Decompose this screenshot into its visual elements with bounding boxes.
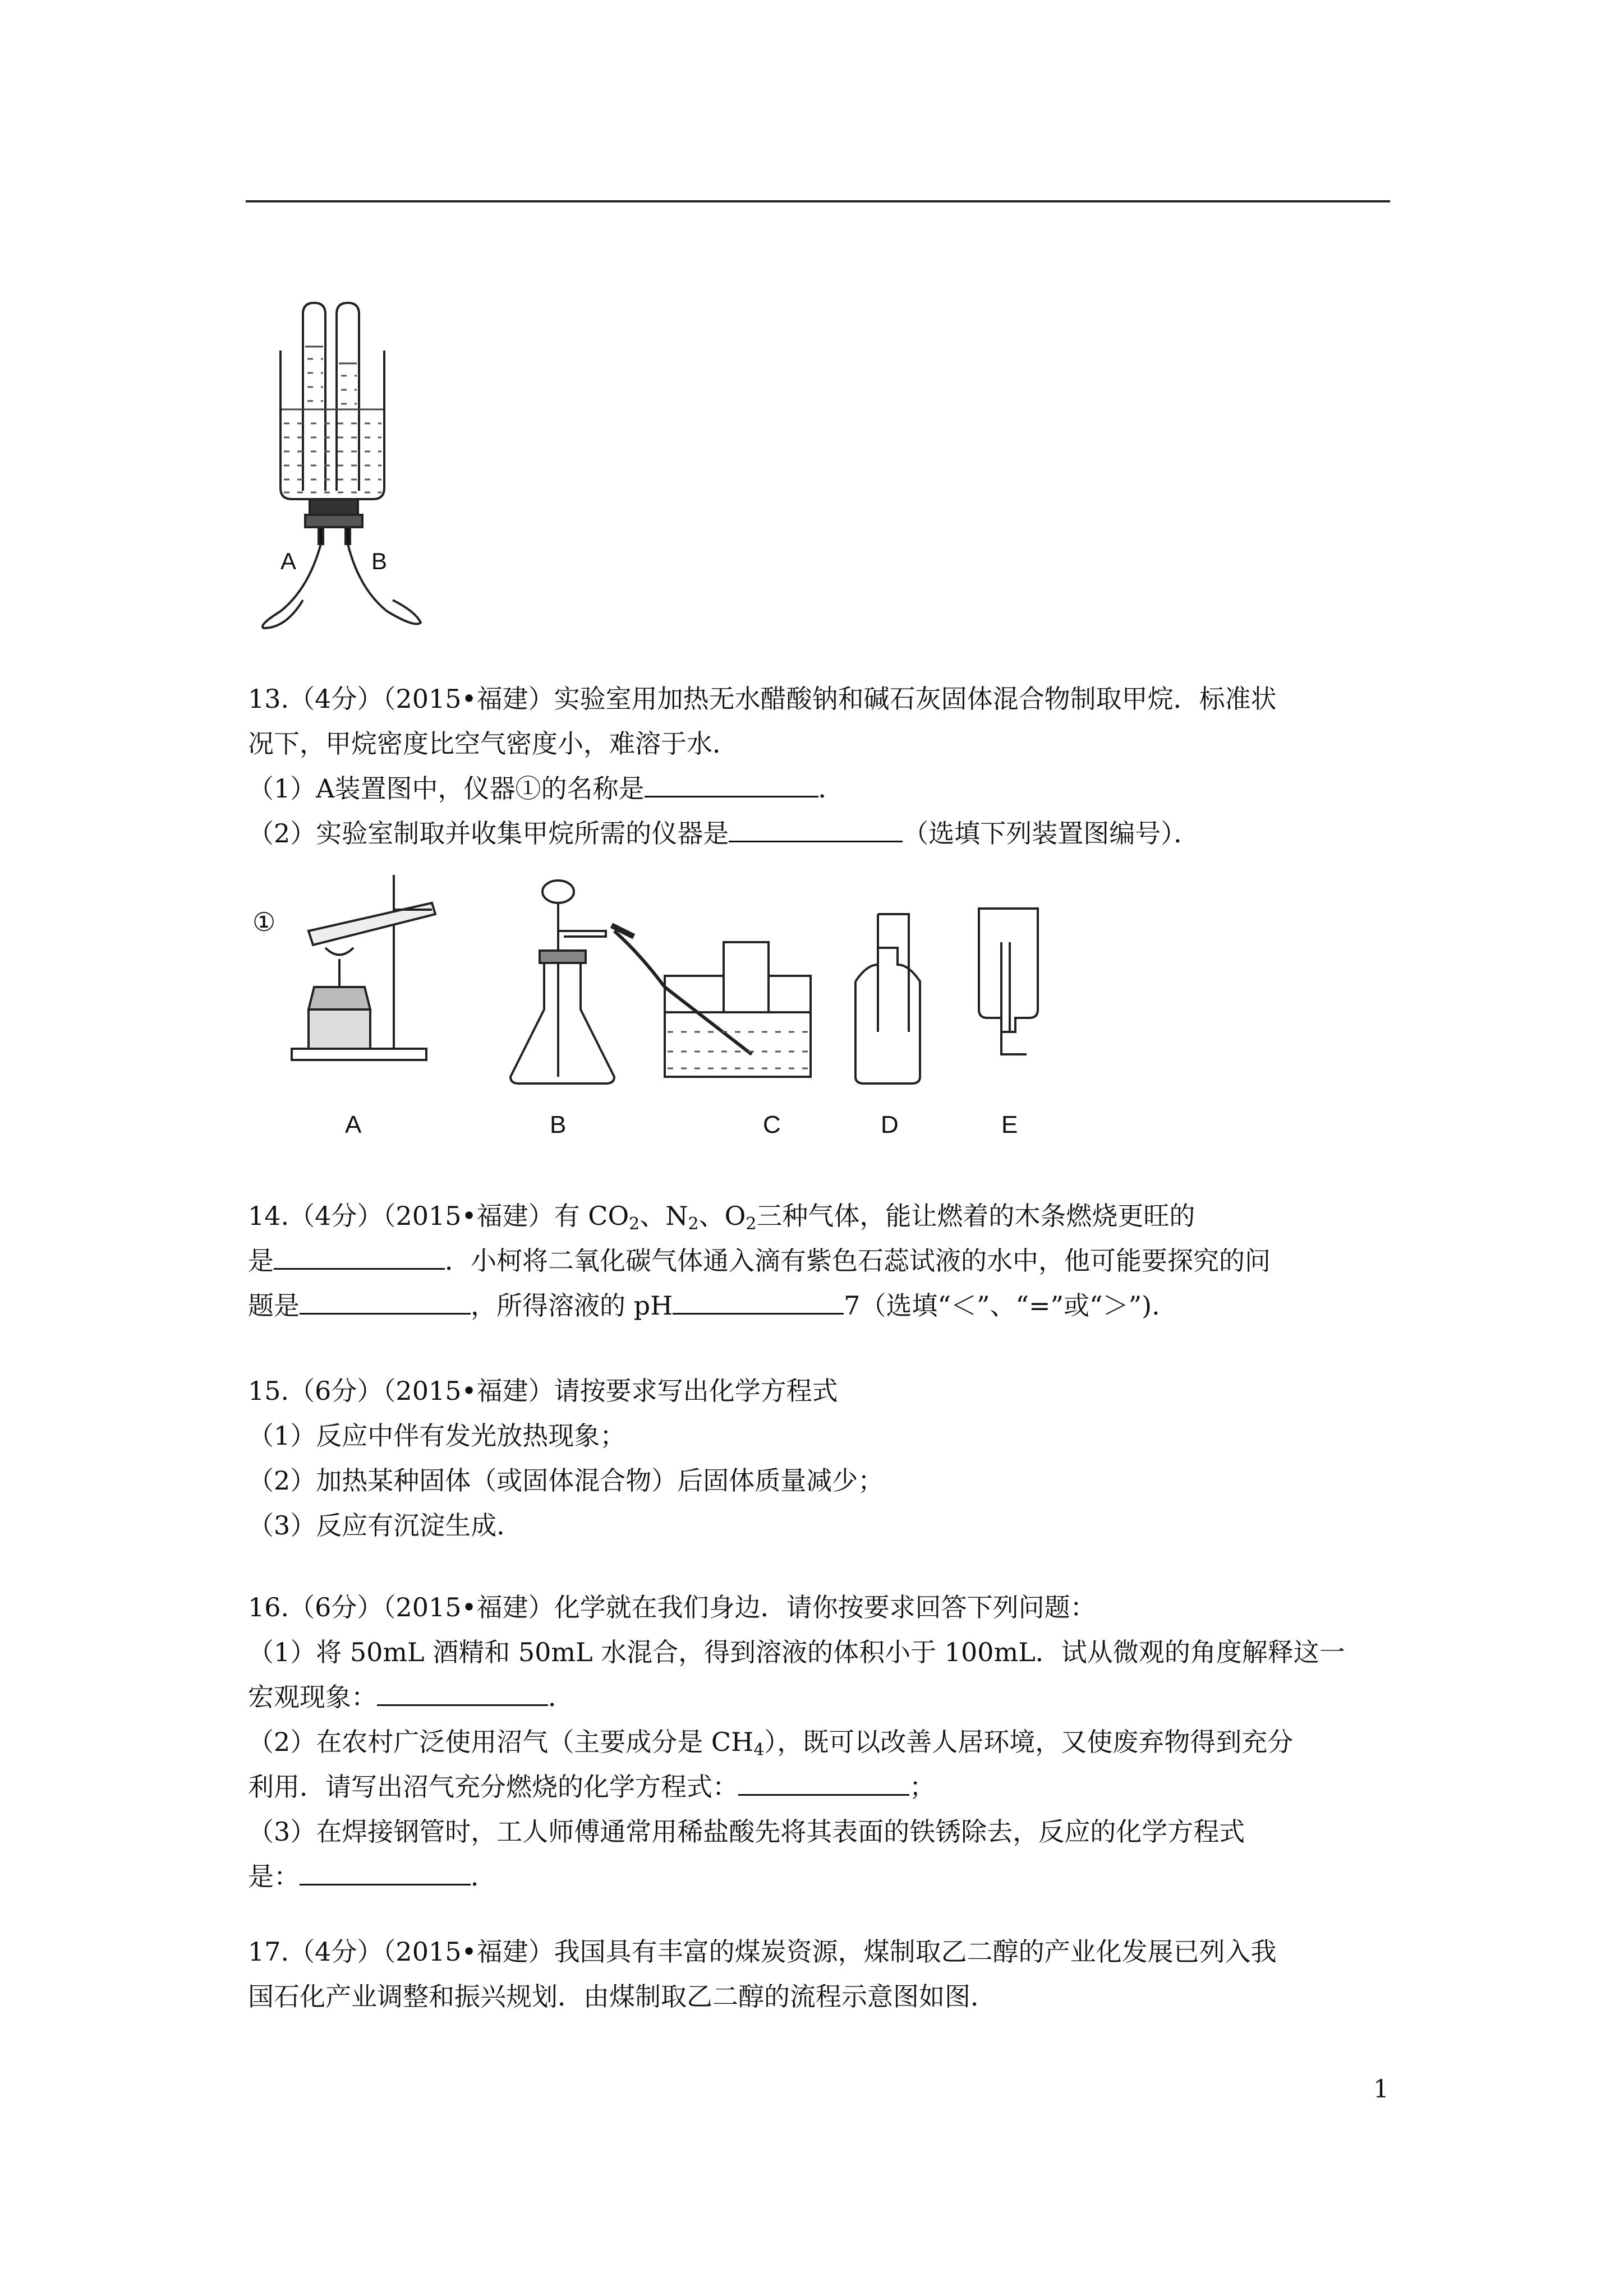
electrolysis-apparatus-figure — [247, 297, 449, 645]
answer-blank[interactable] — [645, 767, 818, 797]
q17-line2: 国石化产业调整和振兴规划．由煤制取乙二醇的流程示意图如图． — [248, 1981, 996, 2012]
q15-part3: （3）反应有沉淀生成． — [248, 1510, 523, 1541]
page-number: 1 — [1373, 2075, 1389, 2104]
q16-part2-line1: （2）在农村广泛使用沼气（主要成分是 $CH_4$），既可以改善人居环境，又使废弃物得到充分 — [248, 1727, 1294, 1760]
apparatus-label-e: E — [1001, 1111, 1018, 1138]
q15-part2: （2）加热某种固体（或固体混合物）后固体质量减少； — [248, 1465, 884, 1496]
q16-part3-line2: 是： ． — [248, 1854, 1392, 1899]
answer-blank[interactable] — [300, 1855, 471, 1885]
question-15 — [248, 1368, 1392, 1548]
answer-blank[interactable] — [274, 1239, 445, 1270]
q16-part2-line2: 利用．请写出沼气充分燃烧的化学方程式： ； — [248, 1764, 1392, 1809]
apparatus-label-d: D — [881, 1111, 899, 1138]
q15-head: 15.（6分）（2015•福建）请按要求写出化学方程式 — [248, 1376, 838, 1406]
question-17 — [248, 1929, 1392, 2019]
q15-part1: （1）反应中伴有发光放热现象； — [248, 1421, 626, 1451]
q14-line3: 题是 ，所得溶液的 pH 7（选填“＜”、“=”或“＞”). — [248, 1283, 1392, 1328]
apparatus-label-c: C — [763, 1111, 781, 1138]
apparatus-mark-1: ① — [252, 907, 276, 937]
q13-head-cont: 况下，甲烷密度比空气密度小，难溶于水． — [248, 729, 738, 759]
question-13 — [248, 676, 1392, 856]
q16-part1-line1: （1）将 50mL 酒精和 50mL 水混合，得到溶液的体积小于 100mL．试从微观的角度解释这一 — [248, 1637, 1345, 1667]
question-14 — [248, 1193, 1392, 1328]
question-16 — [248, 1585, 1392, 1899]
answer-blank[interactable] — [377, 1675, 548, 1706]
apparatus-label-a: A — [345, 1111, 362, 1138]
lab-apparatus-figure — [247, 864, 1122, 1161]
q17-line1: 17.（4分）（2015•福建）我国具有丰富的煤炭资源，煤制取乙二醇的产业化发展已列入我 — [248, 1937, 1277, 1967]
q16-head: 16.（6分）（2015•福建）化学就在我们身边．请你按要求回答下列问题： — [248, 1592, 1096, 1622]
q14-line2: 是 ．小柯将二氧化碳气体通入滴有紫色石蕊试液的水中，他可能要探究的问 — [248, 1238, 1392, 1283]
q13-part1: （1）A装置图中，仪器①的名称是 ． — [248, 766, 1392, 811]
answer-blank[interactable] — [738, 1765, 909, 1796]
apparatus-label-b: B — [550, 1111, 567, 1138]
q13-head: 13.（4分）（2015•福建）实验室用加热无水醋酸钠和碱石灰固体混合物制取甲烷．标准状 — [248, 684, 1277, 714]
answer-blank[interactable] — [729, 812, 903, 842]
answer-blank[interactable] — [673, 1284, 844, 1315]
q16-part3-line1: （3）在焊接钢管时，工人师傅通常用稀盐酸先将其表面的铁锈除去，反应的化学方程式 — [248, 1816, 1245, 1847]
header-rule — [246, 200, 1390, 202]
q16-part1-line2: 宏观现象： ． — [248, 1675, 1392, 1719]
answer-blank[interactable] — [300, 1284, 471, 1315]
electrode-label-a: A — [280, 548, 297, 574]
electrode-label-b: B — [371, 548, 388, 574]
q13-part2: （2）实验室制取并收集甲烷所需的仪器是 （选填下列装置图编号）． — [248, 811, 1392, 856]
q14-line1: 14.（4分）（2015•福建）有 $CO_2$、$N_2$、$O_2$三种气体，能让燃着的木条燃烧更旺的 — [248, 1201, 1195, 1234]
